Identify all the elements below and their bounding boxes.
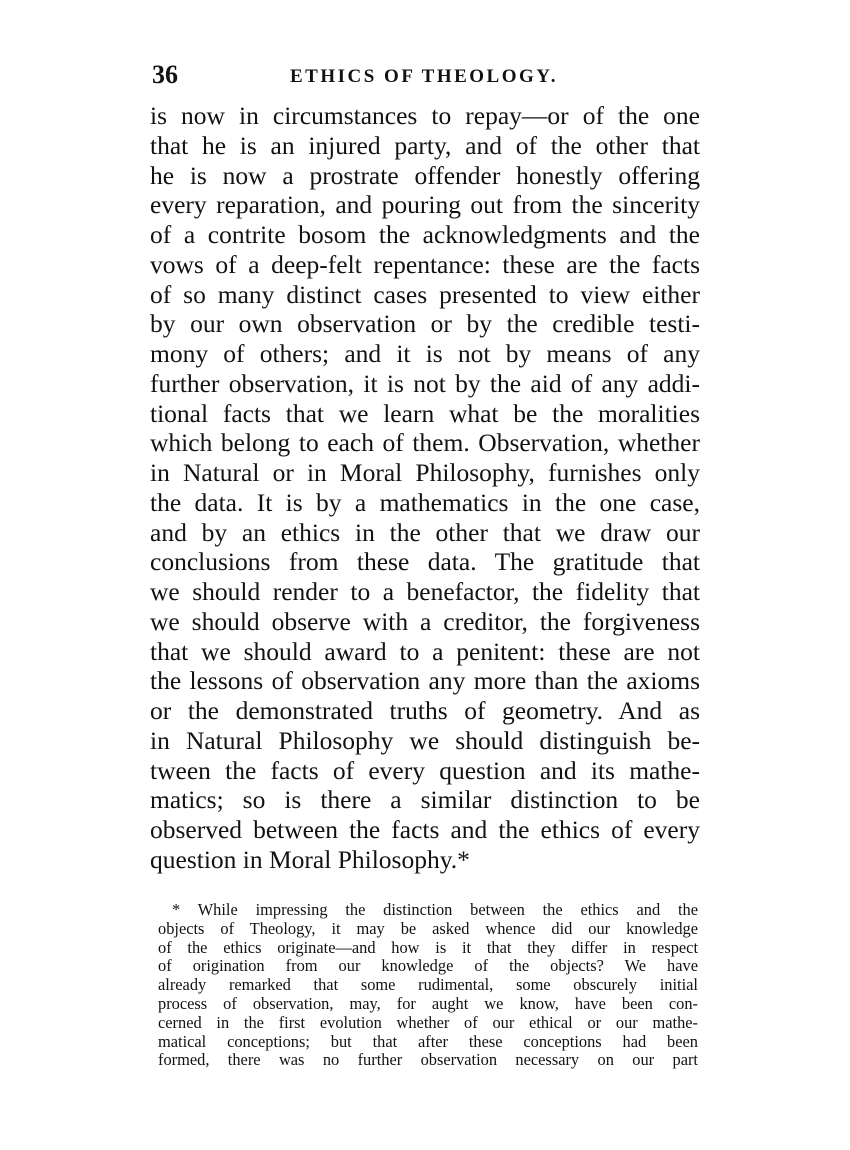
body-line: or the demonstrated truths of geometry. And as <box>150 696 700 725</box>
body-line: in Natural or in Moral Philosophy, furnishes only <box>150 458 700 487</box>
footnote-line: * While impressing the distinction between the ethics and the <box>172 900 698 919</box>
body-line: that he is an injured party, and of the other that <box>150 130 700 160</box>
body-line: which belong to each of them. Observation, whether <box>150 428 700 458</box>
footnote-line: process of observation, may, for aught we know, have been con- <box>158 993 698 1013</box>
body-line: vows of a deep-felt repentance: these are the facts <box>150 249 700 279</box>
footnote-line: cerned in the first evolution whether of our ethical or our mathe- <box>158 1012 698 1032</box>
footnote <box>158 901 698 1070</box>
body-line: conclusions from these data. The gratitude that <box>150 547 700 577</box>
running-title: ETHICS OF THEOLOGY. <box>290 66 559 87</box>
body-line: the data. It is by a mathematics in the one case, <box>150 487 700 517</box>
body-line: question in Moral Philosophy.* <box>150 844 470 874</box>
body-line: mony of others; and it is not by means of any <box>150 339 700 368</box>
body-line: every reparation, and pouring out from the sincerity <box>150 190 700 220</box>
body-line: in Natural Philosophy we should distinguish be- <box>150 725 700 755</box>
footnote-line: of the ethics originate—and how is it that they differ in respect <box>158 937 698 957</box>
body-line: the lessons of observation any more than the axioms <box>150 666 700 696</box>
body-line: further observation, it is not by the aid of any addi- <box>150 368 700 398</box>
body-line: tional facts that we learn what be the moralities <box>150 398 700 428</box>
page-number: 36 <box>152 60 178 89</box>
body-line: tween the facts of every question and its mathe- <box>150 755 700 785</box>
body-line: observed between the facts and the ethics of every <box>150 815 700 844</box>
body-line: we should render to a benefactor, the fidelity that <box>150 577 700 606</box>
body-line: and by an ethics in the other that we draw our <box>150 517 700 547</box>
body-line: of a contrite bosom the acknowledgments and the <box>150 220 700 249</box>
body-line: that we should award to a penitent: these are not <box>150 636 700 666</box>
body-paragraph <box>150 101 700 875</box>
body-line: is now in circumstances to repay—or of the one <box>150 101 700 130</box>
footnote-line: matical conceptions; but that after these conceptions had been <box>158 1031 698 1051</box>
footnote-line: formed, there was no further observation necessary on our part <box>158 1050 698 1070</box>
body-line: of so many distinct cases presented to view either <box>150 279 700 309</box>
footnote-line: of origination from our knowledge of the objects? We have <box>158 956 698 976</box>
body-line: he is now a prostrate offender honestly offering <box>150 160 700 190</box>
body-line: we should observe with a creditor, the forgiveness <box>150 606 700 636</box>
footnote-line: objects of Theology, it may be asked whence did our knowledge <box>158 918 698 938</box>
page-header <box>150 52 700 92</box>
body-line: by our own observation or by the credible testi- <box>150 309 700 339</box>
footnote-line: already remarked that some rudimental, some obscurely initial <box>158 975 698 995</box>
body-line: matics; so is there a similar distinction to be <box>150 785 700 815</box>
